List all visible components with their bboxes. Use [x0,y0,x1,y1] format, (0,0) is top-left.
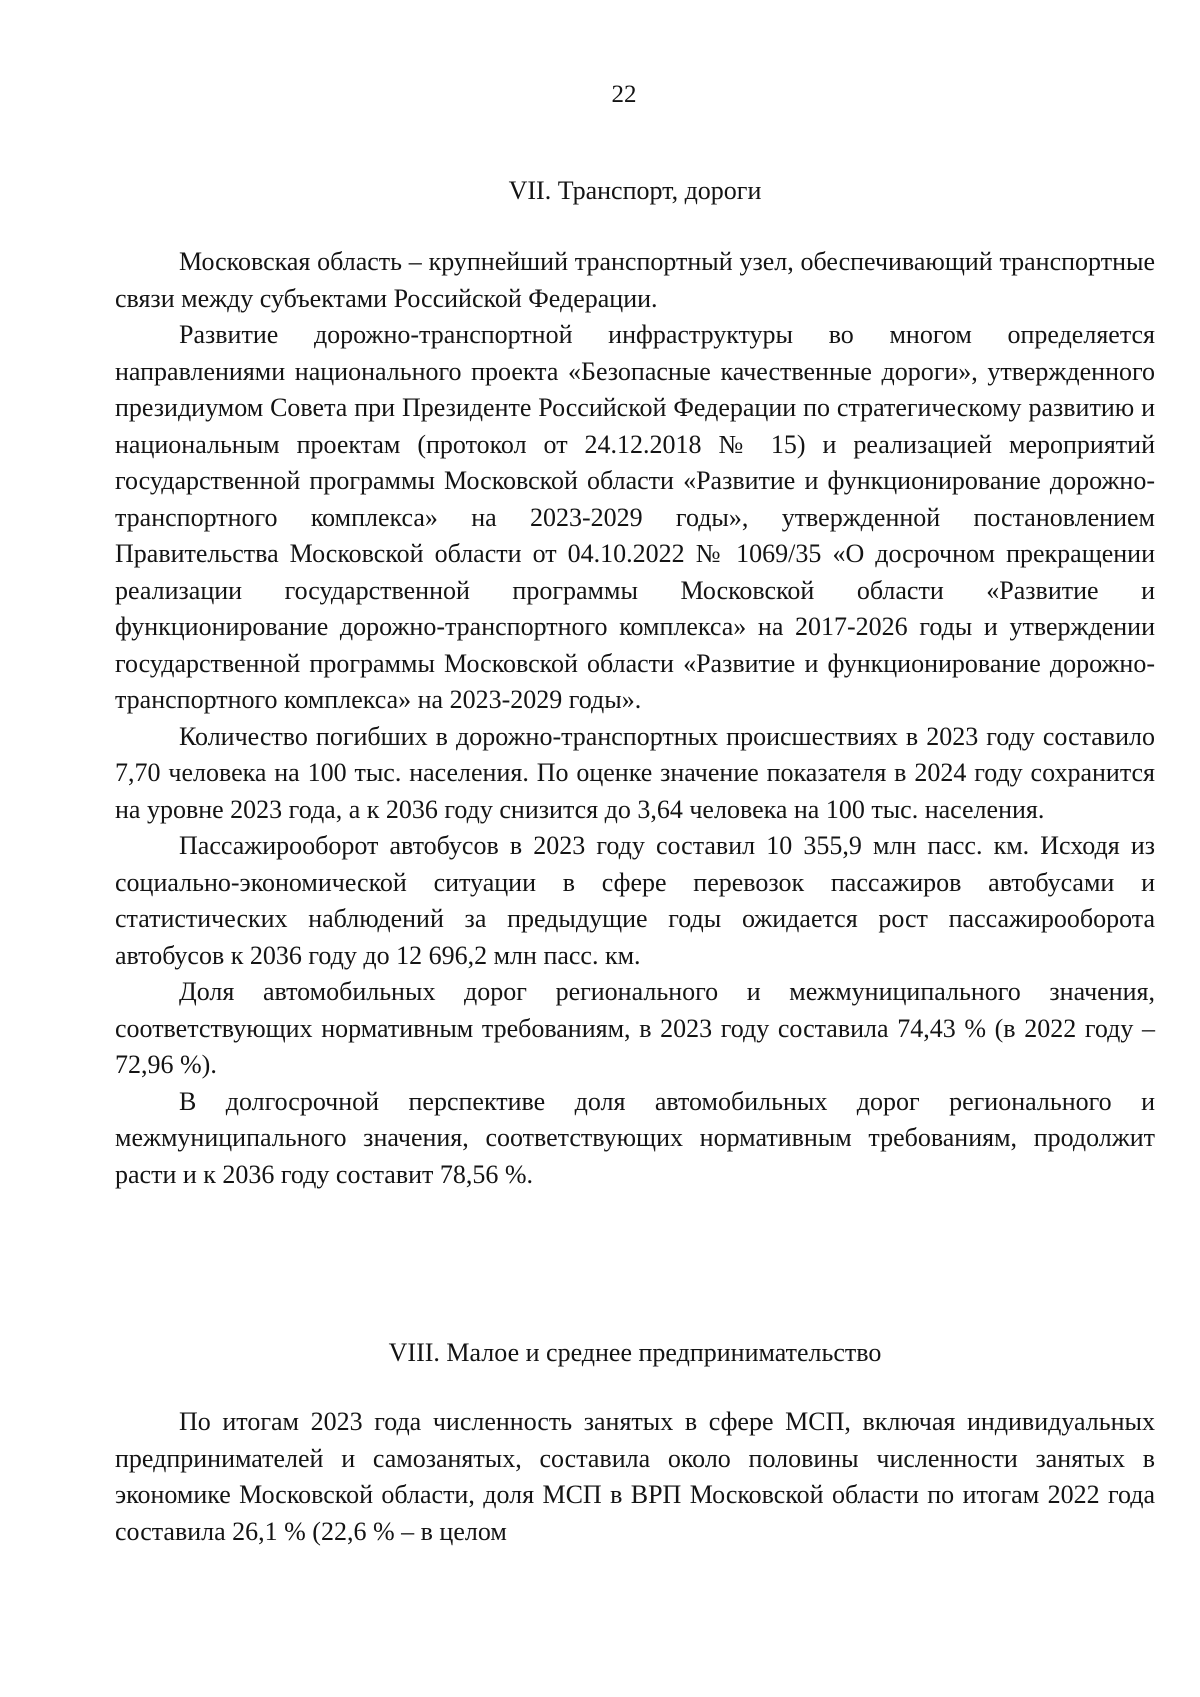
paragraph-roads-share-2036: В долгосрочной перспективе доля автомобильных дорог регионального и межмуниципального значения, соответствующих нормативным требованиям, продолжит расти и к 2036 году составит 78,56 %. [115,1086,1155,1189]
page-number: 22 [611,81,637,108]
section-body-sme [115,1404,1155,1550]
section-body-transport [115,244,1155,1193]
paragraph-road-fatalities: Количество погибших в дорожно-транспортных происшествиях в 2023 году составило 7,70 человека на 100 тыс. населения. По оценке значение показателя в 2024 году сохранится на уровне 2023 года, а к 2036 году снизится до 3,64 человека на 100 тыс. населения. [115,721,1155,824]
paragraph-road-infrastructure: Развитие дорожно-транспортной инфраструктуры во многом определяется направлениями национального проекта «Безопасные качественные дороги», утвержденного президиумом Совета при Президенте Российской Федерации по стратегическому развитию и национальным проектам (протокол от 24.12.2018 № 15) и реализацией мероприятий государственной программы Московской области «Развитие и функционирование дорожно-транспортного комплекса» на 2023-2029 годы», утвержденной постановлением Правительства Московской области от 04.10.2022 № 1069/35 «О досрочном прекращении реализации государственной программы Московской области «Развитие и функционирование дорожно-транспортного комплекса» на 2017-2026 годы и утверждении государственной программы Московской области «Развитие и функционирование дорожно-транспортного комплекса» на 2023-2029 годы». [115,320,1155,714]
paragraph-bus-passenger-turnover: Пассажирооборот автобусов в 2023 году составил 10 355,9 млн пасс. км. Исходя из социально-экономической ситуации в сфере перевозок пассажиров автобусами и статистических наблюдений за предыдущие годы ожидается рост пассажирооборота автобусов к 2036 году до 12 696,2 млн пасс. км. [115,831,1155,970]
paragraph-roads-share-2023: Доля автомобильных дорог регионального и межмуниципального значения, соответствующих нормативным требованиям, в 2023 году составила 74,43 % (в 2022 году – 72,96 %). [115,977,1155,1079]
section-heading-transport: VII. Транспорт, дороги [508,176,762,205]
paragraph-transport-hub: Московская область – крупнейший транспортный узел, обеспечивающий транспортные связи между субъектами Российской Федерации. [115,247,1155,313]
section-heading-sme: VIII. Малое и среднее предпринимательство [388,1338,882,1367]
paragraph-sme-employment: По итогам 2023 года численность занятых в сфере МСП, включая индивидуальных предпринимателей и самозанятых, составила около половины численности занятых в экономике Московской области, доля МСП в ВРП Московской области по итогам 2022 года составила 26,1 % (22,6 % – в целом [115,1407,1155,1546]
